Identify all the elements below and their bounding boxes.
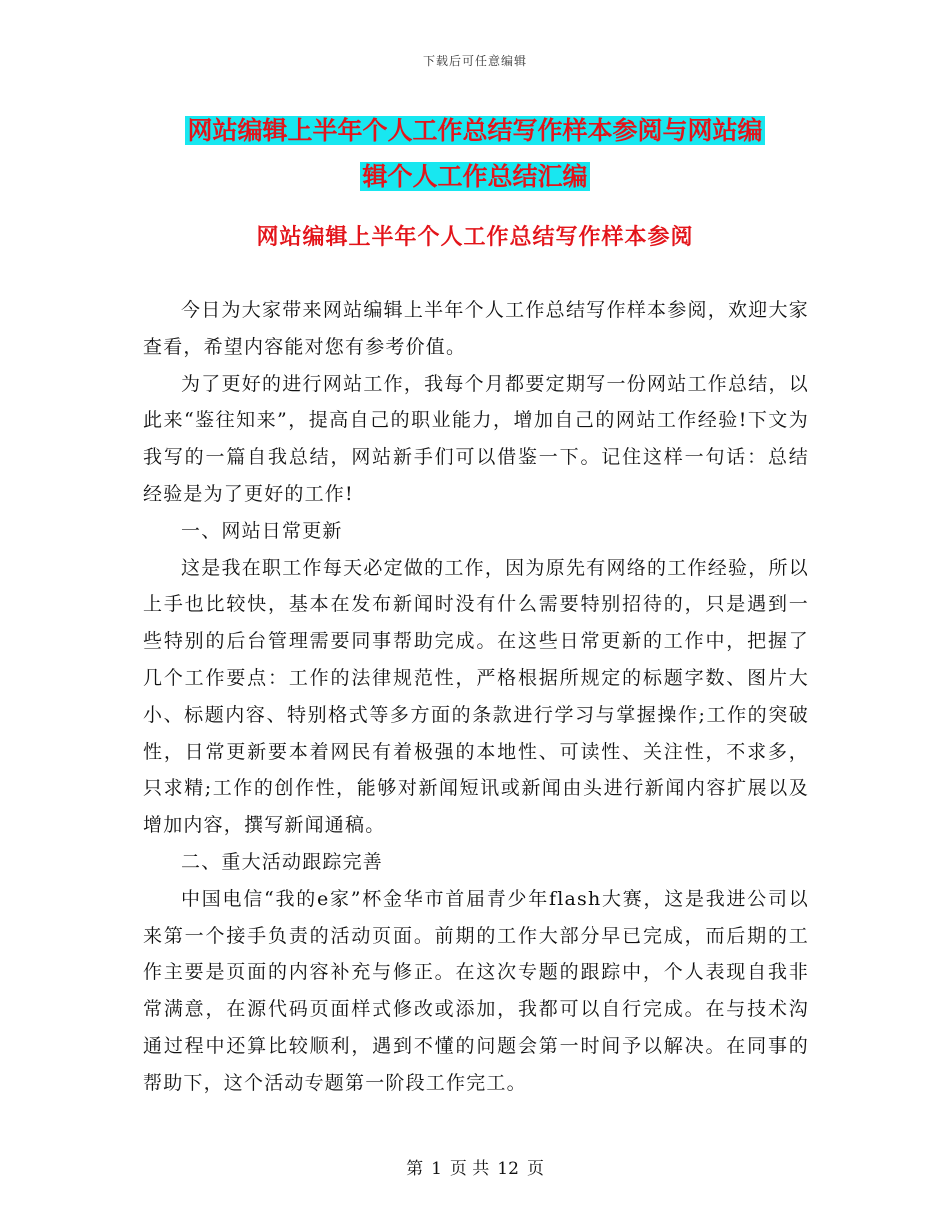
document-title-line-1: 网站编辑上半年个人工作总结写作样本参阅与网站编 xyxy=(187,116,763,145)
document-title-line-2: 辑个人工作总结汇编 xyxy=(362,162,588,191)
page-footer xyxy=(0,1154,950,1179)
page-label-prefix: 第 xyxy=(406,1159,424,1179)
page-label-suffix: 页 xyxy=(526,1159,544,1179)
section-heading: 一、网站日常更新 xyxy=(181,519,343,542)
document-title xyxy=(140,108,810,200)
header-note: 下载后可任意编辑 xyxy=(422,54,527,68)
total-pages: 12 xyxy=(497,1159,519,1179)
paragraph: 今日为大家带来网站编辑上半年个人工作总结写作样本参阅，欢迎大家查看，希望内容能对您有参考价值。 xyxy=(143,299,809,358)
page-number: 1 xyxy=(431,1159,442,1179)
paragraph: 为了更好的进行网站工作，我每个月都要定期写一份网站工作总结，以此来“鉴往知来”，提高自己的职业能力，增加自己的网站工作经验!下文为我写的一篇自我总结，网站新手们可以借鉴一下。记住这样一句话：总结经验是为了更好的工作! xyxy=(143,372,809,505)
section-title: 网站编辑上半年个人工作总结写作样本参阅 xyxy=(256,224,694,250)
document-body xyxy=(143,292,809,1102)
paragraph: 这是我在职工作每天必定做的工作，因为原先有网络的工作经验，所以上手也比较快，基本在发布新闻时没有什么需要特别招待的，只是遇到一些特别的后台管理需要同事帮助完成。在这些日常更新的工作中，把握了几个工作要点：工作的法律规范性，严格根据所规定的标题字数、图片大小、标题内容、特别格式等多方面的条款进行学习与掌握操作;工作的突破性，日常更新要本着网民有着极强的本地性、可读性、关注性，不求多，只求精;工作的创作性，能够对新闻短讯或新闻由头进行新闻内容扩展以及增加内容，撰写新闻通稿。 xyxy=(143,556,809,837)
section-heading: 二、重大活动跟踪完善 xyxy=(181,850,384,873)
page-label-mid: 页 共 xyxy=(449,1159,490,1179)
paragraph: 中国电信“我的e家”杯金华市首届青少年flash大赛，这是我进公司以来第一个接手负责的活动页面。前期的工作大部分早已完成，而后期的工作主要是页面的内容补充与修正。在这次专题的跟踪中，个人表现自我非常满意，在源代码页面样式修改或添加，我都可以自行完成。在与技术沟通过程中还算比较顺利，遇到不懂的问题会第一时间予以解决。在同事的帮助下，这个活动专题第一阶段工作完工。 xyxy=(143,887,809,1094)
